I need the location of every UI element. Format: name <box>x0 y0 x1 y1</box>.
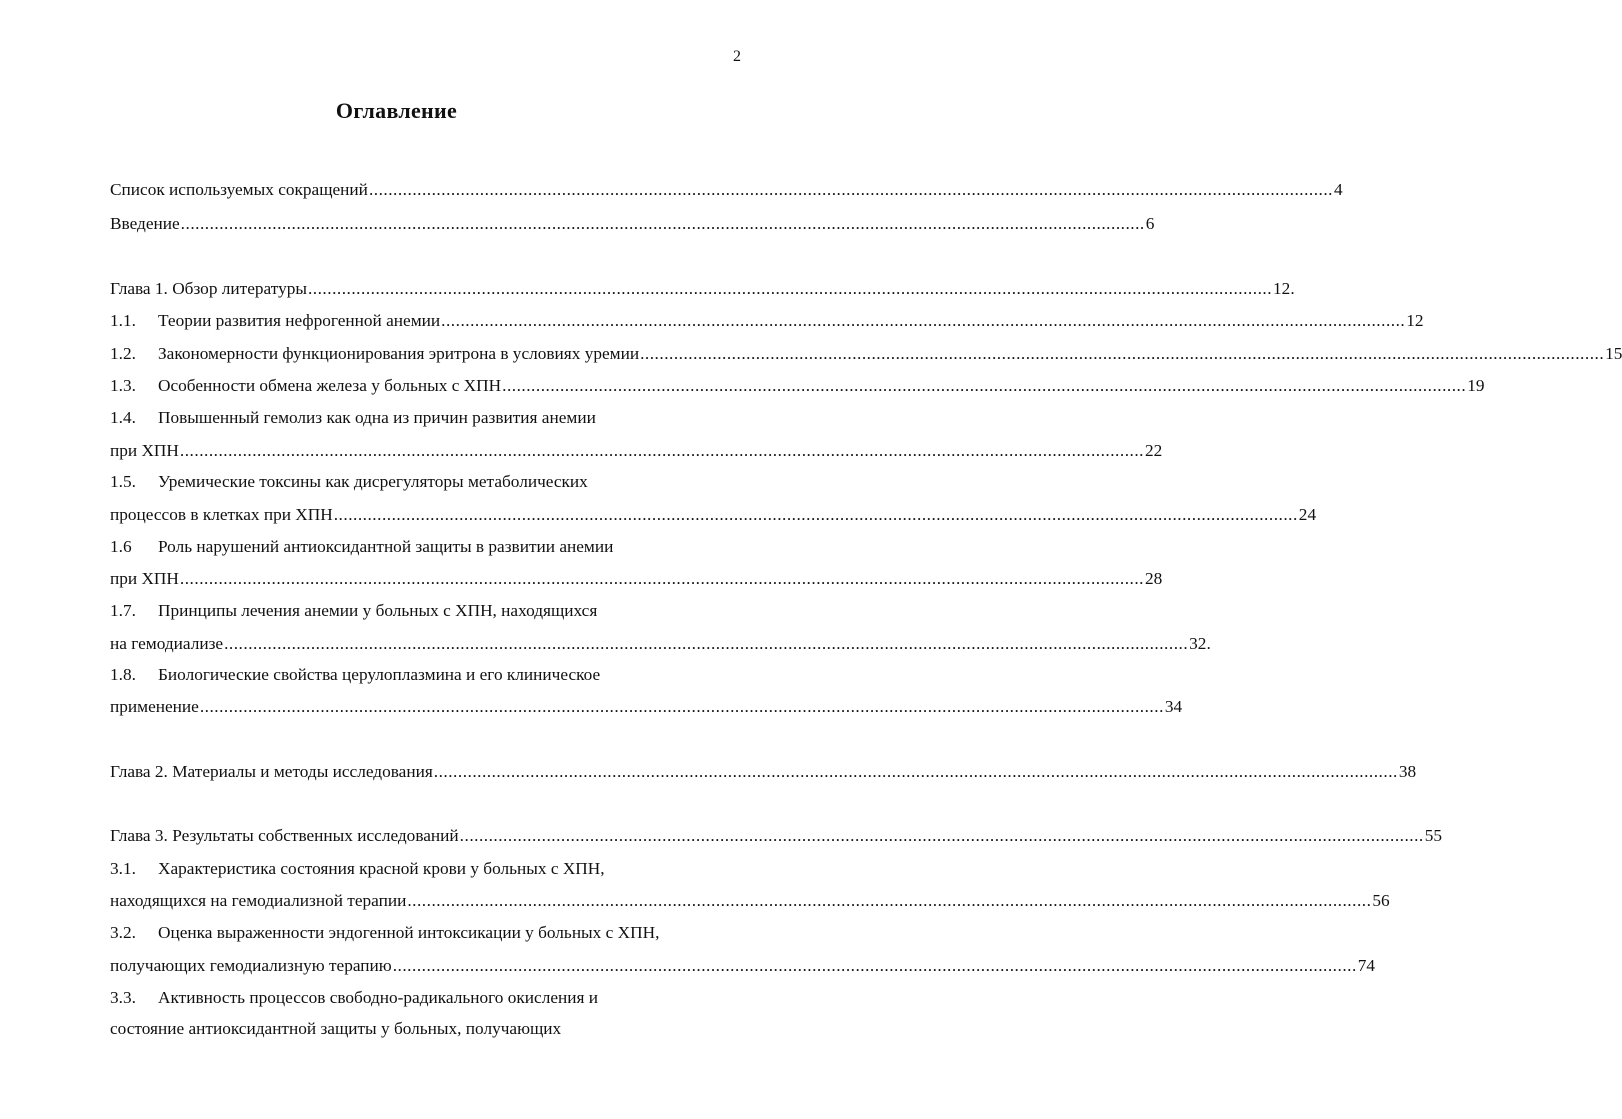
toc-entry-title: Биологические свойства церулоплазмина и его клиническое <box>158 665 601 684</box>
toc-entry-title: Повышенный гемолиз как одна из причин развития анемии <box>158 408 596 427</box>
toc-entry-title: Активность процессов свободно-радикального окисления и <box>158 988 598 1007</box>
toc-entry-number: 1.6 <box>110 537 132 556</box>
toc-entry-title: Характеристика состояния красной крови у больных с ХПН, <box>158 859 605 878</box>
toc-entry-title: на гемодиализе <box>110 634 224 653</box>
dot-leader: ........................................................................................................................................................................................................ <box>441 311 1406 330</box>
page-number: 2 <box>733 48 741 65</box>
toc-entry <box>110 441 1163 465</box>
toc-entry <box>110 923 730 947</box>
toc-entry-title: Список используемых сокращений <box>110 180 368 199</box>
toc-entry <box>110 697 1183 721</box>
dot-leader: ........................................................................................................................................................................................................ <box>333 505 1298 524</box>
toc-entry <box>110 214 1155 238</box>
toc-entry <box>110 311 1424 335</box>
toc-entry-page: 12. <box>1273 279 1295 298</box>
toc-entry <box>110 1019 730 1043</box>
toc-entry-number: 3.2. <box>110 923 136 942</box>
toc-entry-number: 1.7. <box>110 601 136 620</box>
toc-entry-title: Глава 3. Результаты собственных исследований <box>110 826 459 845</box>
toc-entry <box>110 376 1485 400</box>
toc-entry <box>110 180 1343 204</box>
toc-entry <box>110 891 1390 915</box>
toc-entry-page: 38 <box>1398 762 1417 781</box>
toc-entry-page: 28 <box>1144 569 1163 588</box>
toc-entry-title: Закономерности функционирования эритрона в условиях уремии <box>158 344 640 363</box>
toc-entry <box>110 408 730 432</box>
toc-entry-title: Оценка выраженности эндогенной интоксикации у больных с ХПН, <box>158 923 660 942</box>
toc-entry <box>110 988 730 1012</box>
dot-leader: ........................................................................................................................................................................................................ <box>307 279 1273 298</box>
dot-leader: ........................................................................................................................................................................................................ <box>407 891 1372 910</box>
toc-entry-number: 1.2. <box>110 344 136 363</box>
toc-entry-page: 19 <box>1467 376 1485 395</box>
dot-leader: ........................................................................................................................................................................................................ <box>368 180 1333 199</box>
toc-entry-title: Теории развития нефрогенной анемии <box>158 311 441 330</box>
toc-entry-title: при ХПН <box>110 569 179 588</box>
toc-entry <box>110 634 1211 658</box>
dot-leader: ........................................................................................................................................................................................................ <box>640 344 1605 363</box>
toc-entry-page: 74 <box>1357 956 1376 975</box>
toc-entry <box>110 665 730 689</box>
toc-entry-number: 1.5. <box>110 472 136 491</box>
toc-entry-page: 24 <box>1298 505 1317 524</box>
toc-entry-page: 56 <box>1372 891 1390 910</box>
dot-leader: ........................................................................................................................................................................................................ <box>179 569 1144 588</box>
toc-entry-page: 34 <box>1164 697 1183 716</box>
page-title: Оглавление <box>335 98 458 123</box>
dot-leader: ........................................................................................................................................................................................................ <box>179 441 1144 460</box>
toc-entry-title: Принципы лечения анемии у больных с ХПН, находящихся <box>158 601 598 620</box>
toc-entry <box>110 344 1622 368</box>
toc-entry <box>110 569 1163 593</box>
dot-leader: ........................................................................................................................................................................................................ <box>459 826 1424 845</box>
toc-entry-title: при ХПН <box>110 441 179 460</box>
toc-entry-number: 1.8. <box>110 665 136 684</box>
toc-entry-number: 3.3. <box>110 988 136 1007</box>
toc-entry-title: Глава 2. Материалы и методы исследования <box>110 762 433 781</box>
toc-entry-title: применение <box>110 697 199 716</box>
toc-entry-page: 12 <box>1406 311 1424 330</box>
toc-entry-page: 4 <box>1334 180 1343 199</box>
toc-entry-page: 32. <box>1189 634 1211 653</box>
toc-entry-number: 3.1. <box>110 859 136 878</box>
dot-leader: ........................................................................................................................................................................................................ <box>180 214 1145 233</box>
toc-entry-title: получающих гемодиализную терапию <box>110 956 392 975</box>
toc-entry-title: состояние антиоксидантной защиты у больных, получающих <box>110 1019 562 1038</box>
toc-entry <box>110 279 1295 303</box>
dot-leader: ........................................................................................................................................................................................................ <box>502 376 1467 395</box>
toc-entry <box>110 826 1443 850</box>
toc-entry <box>110 956 1376 980</box>
toc-entry-number: 1.1. <box>110 311 136 330</box>
toc-entry-title: Уремические токсины как дисрегуляторы метаболических <box>158 472 588 491</box>
dot-leader: ........................................................................................................................................................................................................ <box>199 697 1164 716</box>
dot-leader: ........................................................................................................................................................................................................ <box>392 956 1357 975</box>
toc-entry <box>110 859 730 883</box>
toc-entry-title: Введение <box>110 214 180 233</box>
toc-entry <box>110 472 730 496</box>
toc-entry <box>110 537 730 561</box>
toc-entry-page: 55 <box>1424 826 1443 845</box>
toc-entry-title: процессов в клетках при ХПН <box>110 505 333 524</box>
toc-entry-title: Особенности обмена железа у больных с ХПН <box>158 376 502 395</box>
toc-entry-page: 15 <box>1605 344 1622 363</box>
toc-entry-title: Глава 1. Обзор литературы <box>110 279 307 298</box>
toc-entry-number: 1.3. <box>110 376 136 395</box>
dot-leader: ........................................................................................................................................................................................................ <box>433 762 1398 781</box>
toc-entry-title: находящихся на гемодиализной терапии <box>110 891 407 910</box>
toc-entry <box>110 505 1317 529</box>
toc-entry <box>110 601 730 625</box>
toc-entry-page: 6 <box>1145 214 1155 233</box>
toc-entry <box>110 762 1417 786</box>
dot-leader: ........................................................................................................................................................................................................ <box>224 634 1189 653</box>
toc-entry-title: Роль нарушений антиоксидантной защиты в развитии анемии <box>158 537 614 556</box>
toc-entry-page: 22 <box>1144 441 1163 460</box>
toc-entry-number: 1.4. <box>110 408 136 427</box>
